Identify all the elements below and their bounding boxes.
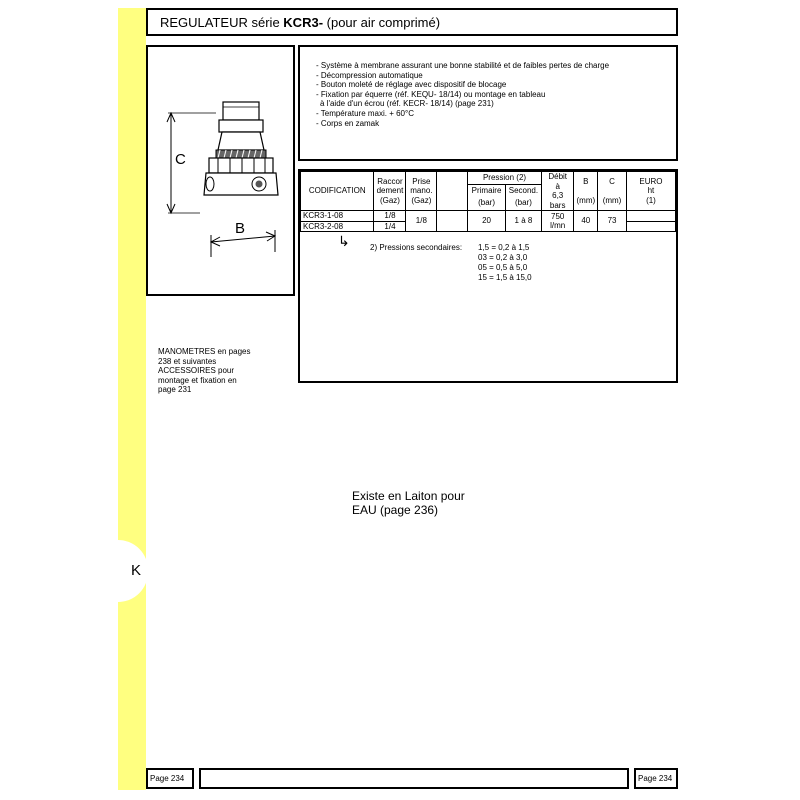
row-blank <box>437 211 468 232</box>
row-raccord: 1/8 <box>374 211 406 222</box>
row-second: 1 à 8 <box>505 211 541 232</box>
page-number-right: Page 234 <box>638 774 673 783</box>
feature-item: - Température maxi. + 60°C <box>316 108 414 118</box>
row-primaire: 20 <box>468 211 506 232</box>
page-number-right-box <box>634 768 678 789</box>
header-second-unit: (bar) <box>505 196 541 210</box>
dimension-b-label: B <box>235 220 246 237</box>
header-second: Second. <box>505 185 541 197</box>
table-row <box>301 211 676 222</box>
feature-item: - Fixation par équerre (réf. KEQU- 18/14) ou montage en tableau <box>316 89 546 99</box>
section-tab-letter: K <box>131 562 142 579</box>
feature-item: - Décompression automatique <box>316 70 423 80</box>
header-primaire: Primaire <box>468 185 506 197</box>
notes-label: 2) Pressions secondaires: <box>370 243 463 252</box>
row-code: KCR3-1-08 <box>301 211 374 222</box>
note-value: 15 = 1,5 à 15,0 <box>478 273 532 282</box>
dimension-c-label: C <box>175 151 186 168</box>
section-color-band <box>118 8 146 790</box>
features-list <box>316 61 609 128</box>
note-value: 03 = 0,2 à 3,0 <box>478 253 528 262</box>
row-euro <box>626 211 675 222</box>
page-number-left: Page 234 <box>150 774 185 783</box>
header-prise-mano: Prise mano. (Gaz) <box>406 172 437 211</box>
header-c: C (mm) <box>598 172 627 211</box>
brass-version-note: Existe en Laiton pour EAU (page 236) <box>352 489 465 517</box>
title-box <box>146 8 678 36</box>
feature-item: - Système à membrane assurant une bonne stabilité et de faibles pertes de charge <box>316 61 610 70</box>
table-header-row <box>301 172 676 185</box>
footer-blank-box <box>199 768 629 789</box>
note-arrow-icon: ↳ <box>338 233 350 249</box>
note-value: 05 = 0,5 à 5,0 <box>478 263 528 272</box>
page-title: REGULATEUR série KCR3- (pour air comprimé) <box>160 15 441 30</box>
specs-box <box>298 169 678 383</box>
row-code: KCR3-2-08 <box>301 221 374 232</box>
page-number-left-box <box>146 768 194 789</box>
feature-item: à l'aide d'un écrou (réf. KECR- 18/14) (page 231) <box>320 99 494 109</box>
regulator-drawing <box>148 47 293 294</box>
row-raccord: 1/4 <box>374 221 406 232</box>
header-raccordement: Raccor dement (Gaz) <box>374 172 406 211</box>
header-debit: Débit à 6,3 bars <box>541 172 574 211</box>
header-pression: Pression (2) <box>468 172 542 185</box>
header-b: B (mm) <box>574 172 598 211</box>
header-primaire-unit: (bar) <box>468 196 506 210</box>
row-b: 40 <box>574 211 598 232</box>
product-image-box <box>146 45 295 296</box>
header-euro: EURO ht (1) <box>626 172 675 211</box>
feature-item: - Corps en zamak <box>316 118 380 128</box>
features-box <box>298 45 678 161</box>
specs-table <box>300 171 676 232</box>
header-codification: CODIFICATION <box>301 172 374 211</box>
row-euro <box>626 221 675 232</box>
row-prise: 1/8 <box>406 211 437 232</box>
note-value: 1,5 = 0,2 à 1,5 <box>478 243 530 252</box>
side-note: MANOMETRES en pages 238 et suivantes ACCESSOIRES pour montage et fixation en page 231 <box>158 347 251 395</box>
row-c: 73 <box>598 211 627 232</box>
row-debit: 750 l/mn <box>541 211 574 232</box>
feature-item: - Bouton moleté de réglage avec dispositif de blocage <box>316 80 507 90</box>
header-blank <box>437 172 468 211</box>
